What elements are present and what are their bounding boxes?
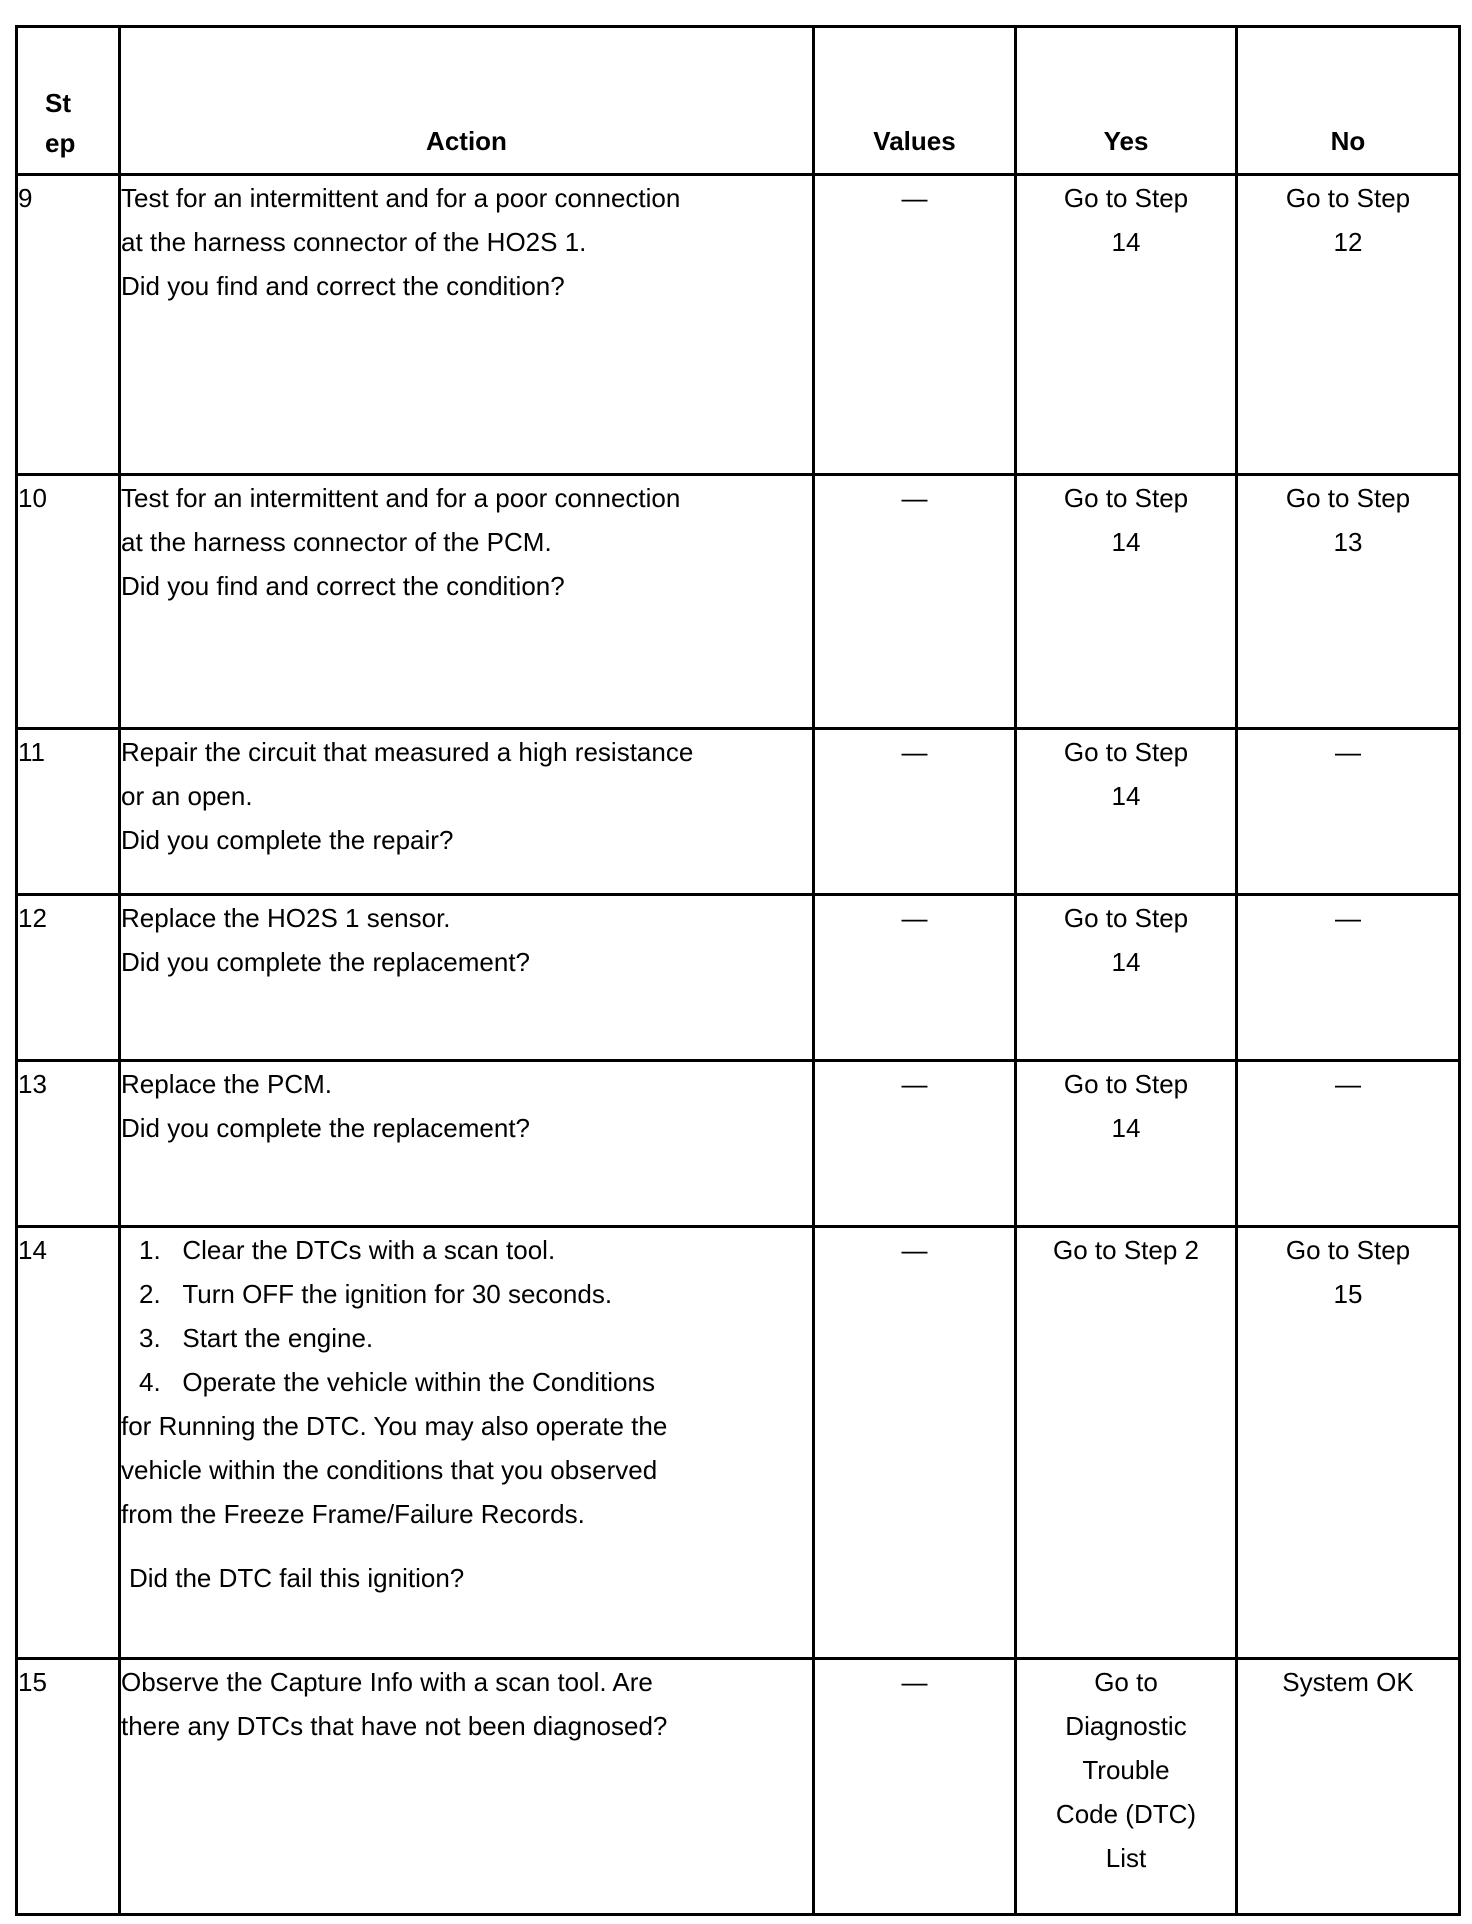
step-number: 11 [17,729,120,895]
text-line: 14 [1111,227,1141,257]
text-line: Did you find and correct the condition? [121,271,565,301]
text-line: Repair the circuit that measured a high resistance [121,737,694,767]
text-line: for Running the DTC. You may also operate the [121,1411,668,1441]
yes-cell [1016,1659,1237,1915]
no-cell [1237,729,1460,895]
text-line: List [1105,1843,1147,1873]
text-line: 14 [1111,1113,1141,1143]
no-cell [1237,895,1460,1061]
text-line: Go to Step [1063,483,1189,513]
table-row [17,475,1460,729]
step-number: 15 [17,1659,120,1915]
step-number: 13 [17,1061,120,1227]
diagnostic-table [15,25,1461,1916]
step-number: 9 [17,175,120,475]
header-yes: Yes [1016,27,1237,175]
no-cell [1237,475,1460,729]
text-line: Go to [1094,1667,1158,1697]
table-row [17,895,1460,1061]
text-line: 13 [1333,527,1363,557]
table-row [17,729,1460,895]
text-line: — [1335,903,1361,933]
yes-cell [1016,895,1237,1061]
text-line: Test for an intermittent and for a poor connection [121,483,681,513]
text-line: Go to Step 2 [1053,1235,1199,1265]
table-row [17,1227,1460,1659]
header-action: Action [120,27,814,175]
text-line: 14 [1111,527,1141,557]
action-cell [120,1061,814,1227]
action-cell [120,475,814,729]
values-cell: — [814,475,1016,729]
table-row [17,1061,1460,1227]
text-line: Did you complete the replacement? [121,1113,531,1143]
action-cell [120,895,814,1061]
text-line: 1. Clear the DTCs with a scan tool. [139,1235,556,1265]
no-cell [1237,1659,1460,1915]
procedure-list [121,1228,812,1404]
text-line: at the harness connector of the HO2S 1. [121,227,587,257]
text-line: Replace the HO2S 1 sensor. [121,903,451,933]
values-cell: — [814,895,1016,1061]
text-line: 14 [1111,947,1141,977]
text-line: Did you complete the repair? [121,825,454,855]
header-step: St ep [17,27,120,175]
text-line: 15 [1333,1279,1363,1309]
step-number: 12 [17,895,120,1061]
text-line: Test for an intermittent and for a poor connection [121,183,681,213]
text-line: Go to Step [1285,1235,1411,1265]
text-line: from the Freeze Frame/Failure Records. [121,1499,585,1529]
text-line: at the harness connector of the PCM. [121,527,552,557]
text-line: System OK [1282,1667,1414,1697]
values-cell: — [814,1227,1016,1659]
text-line: Go to Step [1063,903,1189,933]
header-values: Values [814,27,1016,175]
action-cell [120,729,814,895]
text-line: Diagnostic [1065,1711,1187,1741]
text-line: Go to Step [1063,183,1189,213]
text-line: Trouble [1082,1755,1170,1785]
text-line: — [1335,1069,1361,1099]
yes-cell [1016,175,1237,475]
step-number: 10 [17,475,120,729]
text-line: 12 [1333,227,1363,257]
text-line: Go to Step [1063,1069,1189,1099]
action-cell [120,175,814,475]
text-line: Code (DTC) [1055,1799,1197,1829]
action-cell [120,1227,814,1659]
values-cell: — [814,175,1016,475]
text-line: Go to Step [1285,183,1411,213]
action-cell [120,1659,814,1915]
text-line: Go to Step [1063,737,1189,767]
yes-cell [1016,1227,1237,1659]
values-cell: — [814,729,1016,895]
text-line: or an open. [121,781,253,811]
values-cell: — [814,1061,1016,1227]
table-row [17,175,1460,475]
text-line: — [1335,737,1361,767]
text-line: 3. Start the engine. [139,1323,374,1353]
text-line: vehicle within the conditions that you observed [121,1455,658,1485]
question-text: Did the DTC fail this ignition? [129,1563,465,1593]
text-line: Did you complete the replacement? [121,947,531,977]
values-cell: — [814,1659,1016,1915]
yes-cell [1016,729,1237,895]
text-line: 2. Turn OFF the ignition for 30 seconds. [139,1279,613,1309]
text-line: Go to Step [1285,483,1411,513]
yes-cell [1016,1061,1237,1227]
yes-cell [1016,475,1237,729]
no-cell [1237,175,1460,475]
header-row [17,27,1460,175]
no-cell [1237,1227,1460,1659]
text-line: 14 [1111,781,1141,811]
text-line: Replace the PCM. [121,1069,332,1099]
text-line: 4. Operate the vehicle within the Conditions [139,1367,655,1397]
text-line: Observe the Capture Info with a scan tool. Are [121,1667,653,1697]
header-no: No [1237,27,1460,175]
text-line: there any DTCs that have not been diagnosed? [121,1711,668,1741]
no-cell [1237,1061,1460,1227]
table-row [17,1659,1460,1915]
step-number: 14 [17,1227,120,1659]
text-line: Did you find and correct the condition? [121,571,565,601]
